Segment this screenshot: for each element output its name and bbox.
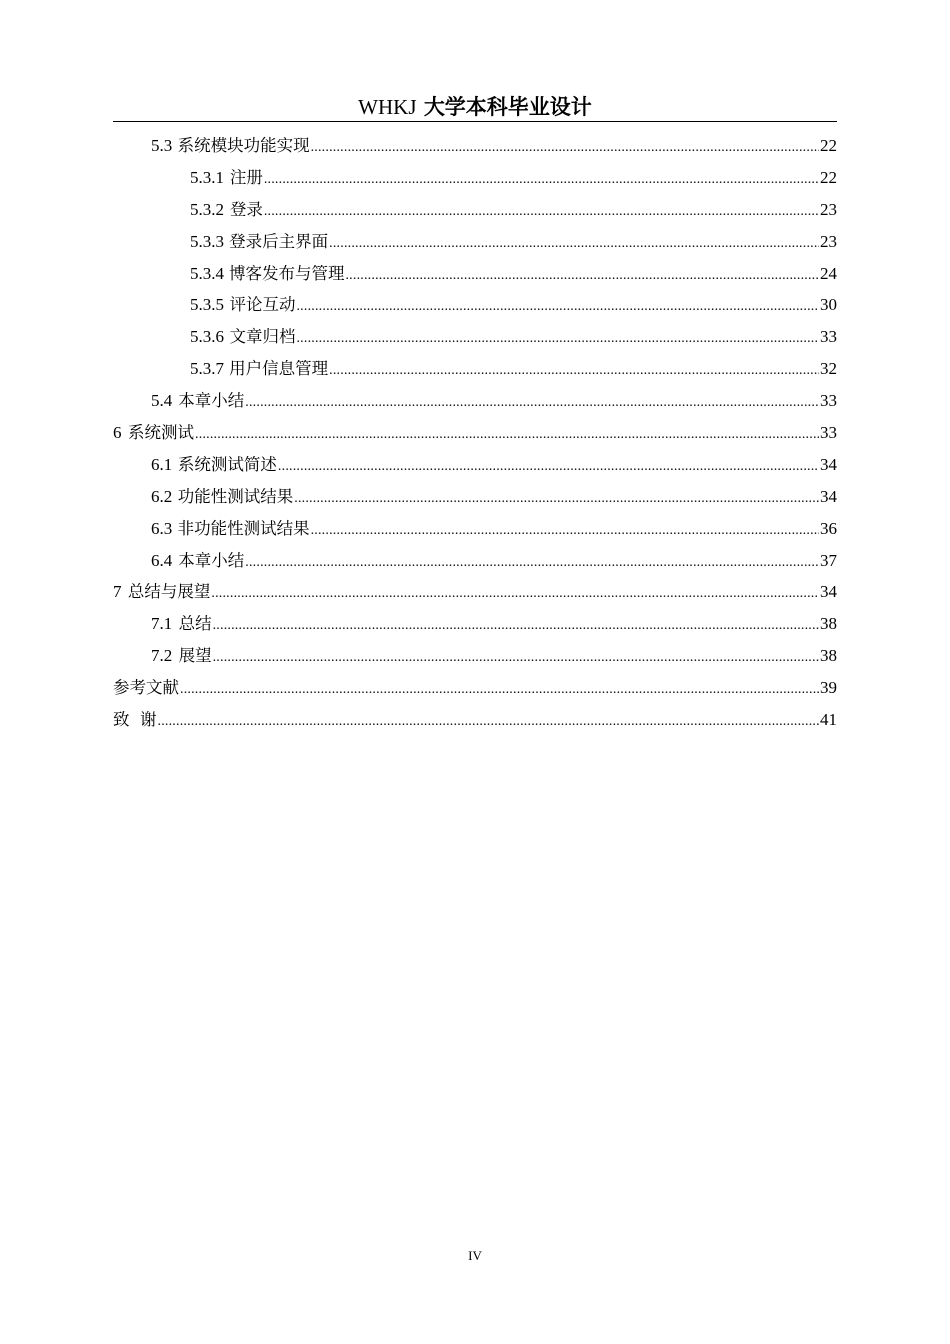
toc-entry-number: 6.1 [151,454,173,474]
toc-dot-leader [211,578,819,610]
header-title: 大学本科毕业设计 [423,95,592,119]
toc-dot-leader [345,260,819,292]
header-latin: WHKJ [358,95,417,119]
toc-entry-page: 39 [820,678,837,698]
toc-entry[interactable] [113,385,837,417]
toc-entry[interactable] [113,289,837,321]
toc-dot-leader [264,164,819,196]
toc-entry[interactable] [113,513,837,545]
toc-dot-leader [213,610,819,642]
toc-entry-title: 本章小结 [178,550,245,570]
toc-entry-page: 41 [820,710,837,730]
toc-entry[interactable] [113,417,837,449]
toc-entry-number: 5.3.4 [190,263,224,283]
toc-entry-title: 系统测试简述 [177,454,277,474]
toc-entry-title: 致 谢 [113,710,157,730]
toc-entry-number: 5.3.6 [190,327,224,347]
toc-entry[interactable] [113,608,837,640]
toc-entry-number: 5.3.1 [190,167,224,187]
toc-entry[interactable] [113,640,837,672]
toc-entry-page: 33 [820,327,837,347]
toc-entry-page: 34 [820,454,837,474]
toc-dot-leader [158,706,820,738]
toc-entry-page: 34 [820,582,837,602]
toc-entry-page: 32 [820,359,837,379]
toc-dot-leader [245,387,819,419]
toc-dot-leader [245,547,819,579]
toc-entry-title: 博客发布与管理 [228,263,345,283]
toc-entry-page: 24 [820,263,837,283]
toc-entry-title: 登录 [229,199,263,219]
toc-entry-page: 38 [820,614,837,634]
toc-entry-page: 36 [820,518,837,538]
toc-entry-title: 登录后主界面 [229,231,329,251]
toc-entry-page: 33 [820,423,837,443]
page-header [113,94,837,122]
toc-entry[interactable] [113,449,837,481]
toc-entry-title: 系统模块功能实现 [177,136,310,155]
toc-entry-title: 用户信息管理 [229,359,329,379]
toc-entry[interactable] [113,258,837,290]
toc-entry[interactable] [113,321,837,353]
toc-entry-title: 系统测试 [128,423,195,443]
toc-entry-page: 22 [820,167,837,187]
toc-dot-leader [329,228,819,260]
toc-entry-number: 5.4 [151,391,173,411]
toc-entry-page: 30 [820,295,837,315]
toc-entry[interactable] [113,545,837,577]
toc-entry[interactable] [113,672,837,704]
toc-entry-number: 7 [113,582,122,602]
toc-entry[interactable] [113,704,837,736]
toc-entry-number: 5.3.2 [190,199,224,219]
toc-entry-number: 6.3 [151,518,173,538]
toc-entry-page: 38 [820,646,837,666]
toc-dot-leader [311,132,819,164]
toc-entry[interactable] [113,353,837,385]
toc-entry[interactable] [113,576,837,608]
toc-entry-number: 6.4 [151,550,173,570]
toc-entry-title: 参考文献 [113,678,179,698]
toc-dot-leader [294,483,819,515]
page-number: IV [468,1248,482,1263]
toc-entry-number: 5.3.3 [190,231,224,251]
toc-entry-title: 本章小结 [178,391,245,411]
toc-dot-leader [296,323,819,355]
toc-entry-number: 7.2 [151,646,173,666]
toc-entry-page: 33 [820,391,837,411]
toc-dot-leader [195,419,819,451]
toc-entry-title: 评论互动 [229,295,296,315]
toc-entry-title: 展望 [178,646,212,666]
toc-entry-page: 22 [820,136,837,155]
toc-entry[interactable] [113,162,837,194]
toc-entry-number: 6.2 [151,486,173,506]
toc-dot-leader [264,196,819,228]
toc-dot-leader [213,642,819,674]
toc-entry-number: 5.3 [151,136,173,155]
toc-entry[interactable] [113,481,837,513]
toc-dot-leader [180,674,819,706]
toc-entry-title: 文章归档 [229,327,296,347]
toc-entry[interactable] [113,194,837,226]
toc-entry-number: 5.3.5 [190,295,224,315]
toc-entry-number: 7.1 [151,614,173,634]
toc-entry-page: 34 [820,486,837,506]
toc-dot-leader [296,291,819,323]
toc-entry-title: 非功能性测试结果 [177,518,310,538]
toc-entry-page: 23 [820,231,837,251]
toc-entry-number: 5.3.7 [190,359,224,379]
toc-dot-leader [329,355,819,387]
toc-entry-title: 注册 [229,167,263,187]
toc-entry-title: 功能性测试结果 [177,486,294,506]
toc-dot-leader [311,515,819,547]
toc-entry[interactable] [113,226,837,258]
table-of-contents [113,130,837,736]
toc-entry-title: 总结 [178,614,212,634]
toc-entry-page: 37 [820,550,837,570]
toc-entry-number: 6 [113,423,122,443]
toc-entry-title: 总结与展望 [127,582,211,602]
toc-entry-page: 23 [820,199,837,219]
toc-dot-leader [278,451,819,483]
toc-entry[interactable] [113,130,837,162]
